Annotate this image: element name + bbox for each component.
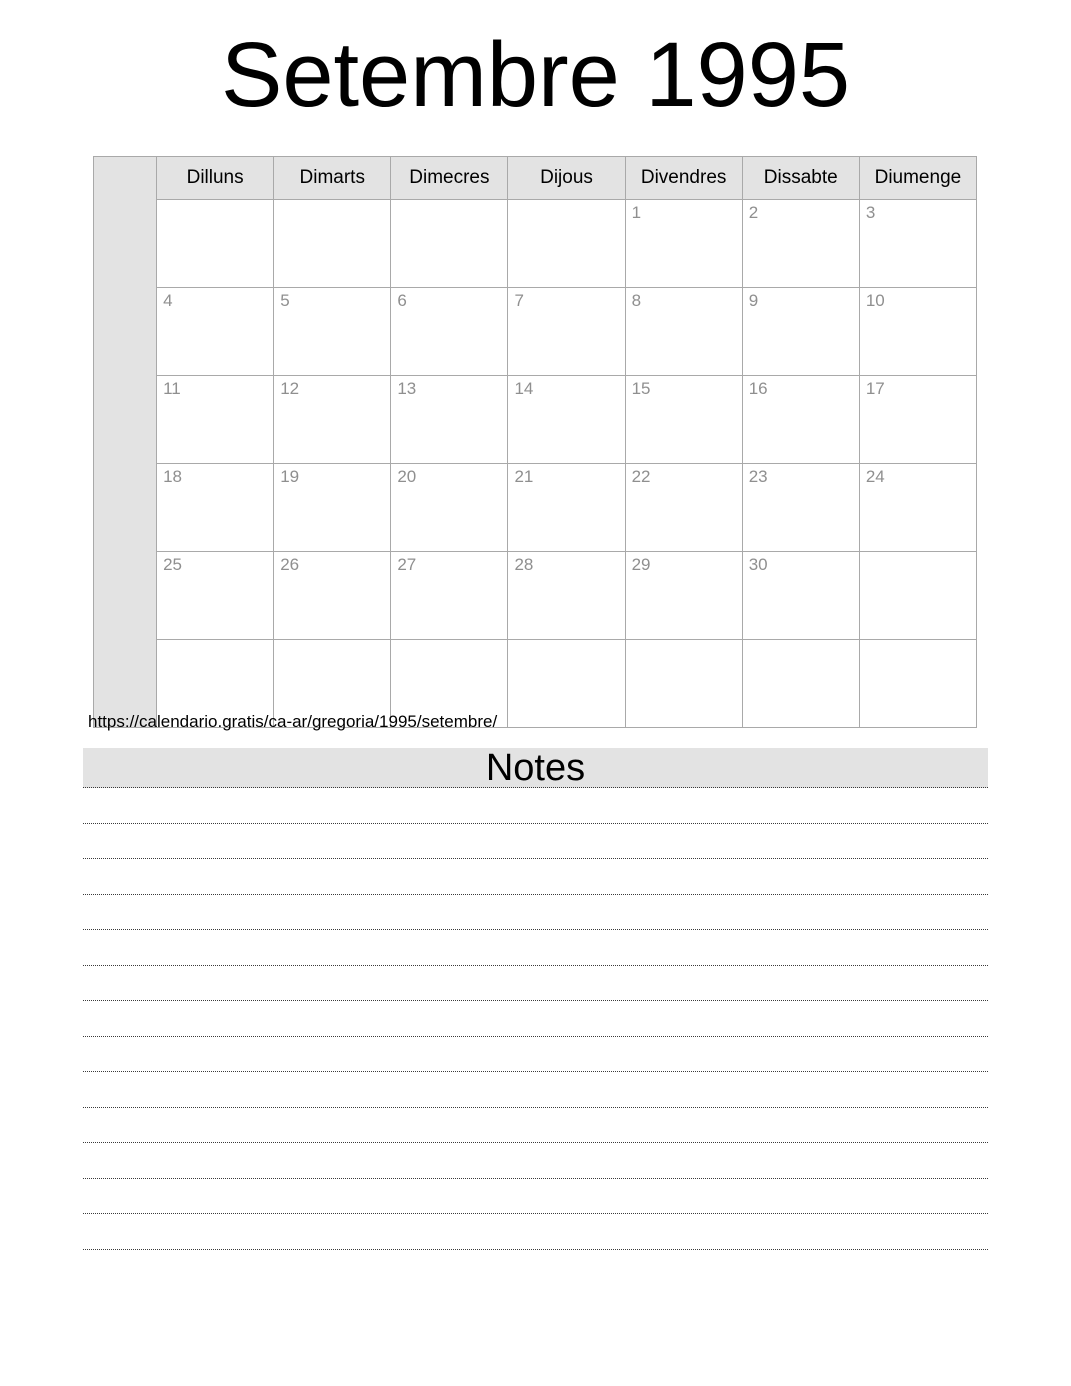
day-cell: 6: [391, 288, 508, 376]
week-row: [94, 288, 977, 376]
week-row: [94, 464, 977, 552]
weekday-header-diumenge: Diumenge: [859, 157, 976, 200]
note-line: [83, 859, 988, 895]
day-cell: [391, 200, 508, 288]
source-url-text: https://calendario.gratis/ca-ar/gregoria/1995/setembre/: [88, 712, 498, 731]
day-cell: 15: [625, 376, 742, 464]
note-line: [83, 1143, 988, 1179]
day-cell: 27: [391, 552, 508, 640]
day-cell: 10: [859, 288, 976, 376]
day-cell: [742, 640, 859, 728]
day-cell: 13: [391, 376, 508, 464]
note-line: [83, 1037, 988, 1073]
weekday-header-divendres: Divendres: [625, 157, 742, 200]
day-cell: 17: [859, 376, 976, 464]
weekday-header-dissabte: Dissabte: [742, 157, 859, 200]
day-cell: [625, 640, 742, 728]
day-cell: 16: [742, 376, 859, 464]
week-row: [94, 552, 977, 640]
day-cell: 7: [508, 288, 625, 376]
note-line: [83, 824, 988, 860]
note-line: [83, 788, 988, 824]
note-line: [83, 1179, 988, 1215]
day-cell: 2: [742, 200, 859, 288]
day-cell: 5: [274, 288, 391, 376]
weekday-header-dijous: Dijous: [508, 157, 625, 200]
day-cell: [859, 552, 976, 640]
note-line: [83, 1108, 988, 1144]
week-number-column: [94, 157, 157, 728]
note-line: [83, 1001, 988, 1037]
day-cell: 28: [508, 552, 625, 640]
day-cell: 1: [625, 200, 742, 288]
note-line: [83, 1214, 988, 1250]
notes-header: Notes: [83, 748, 988, 788]
note-line: [83, 1072, 988, 1108]
day-cell: 8: [625, 288, 742, 376]
day-cell: 24: [859, 464, 976, 552]
weekday-header-dimarts: Dimarts: [274, 157, 391, 200]
day-cell: 12: [274, 376, 391, 464]
day-cell: 3: [859, 200, 976, 288]
day-cell: 23: [742, 464, 859, 552]
note-line: [83, 895, 988, 931]
day-cell: 22: [625, 464, 742, 552]
day-cell: 26: [274, 552, 391, 640]
week-row: [94, 376, 977, 464]
day-cell: 18: [157, 464, 274, 552]
day-cell: 9: [742, 288, 859, 376]
day-cell: 4: [157, 288, 274, 376]
page-title: Setembre 1995: [220, 24, 851, 126]
day-cell: 20: [391, 464, 508, 552]
day-cell: 29: [625, 552, 742, 640]
weekday-header-dimecres: Dimecres: [391, 157, 508, 200]
day-cell: [508, 640, 625, 728]
day-cell: 11: [157, 376, 274, 464]
day-cell: [274, 200, 391, 288]
week-row: [94, 200, 977, 288]
notes-section: [83, 748, 988, 1250]
day-cell: 14: [508, 376, 625, 464]
weekday-header-dilluns: Dilluns: [157, 157, 274, 200]
notes-lines: [83, 788, 988, 1250]
day-cell: 21: [508, 464, 625, 552]
day-cell: [157, 200, 274, 288]
day-cell: [859, 640, 976, 728]
note-line: [83, 930, 988, 966]
day-cell: [508, 200, 625, 288]
note-line: [83, 966, 988, 1002]
day-cell: 25: [157, 552, 274, 640]
day-cell: 19: [274, 464, 391, 552]
day-cell: 30: [742, 552, 859, 640]
weekday-header-row: [94, 157, 977, 200]
calendar-table: [93, 156, 977, 728]
